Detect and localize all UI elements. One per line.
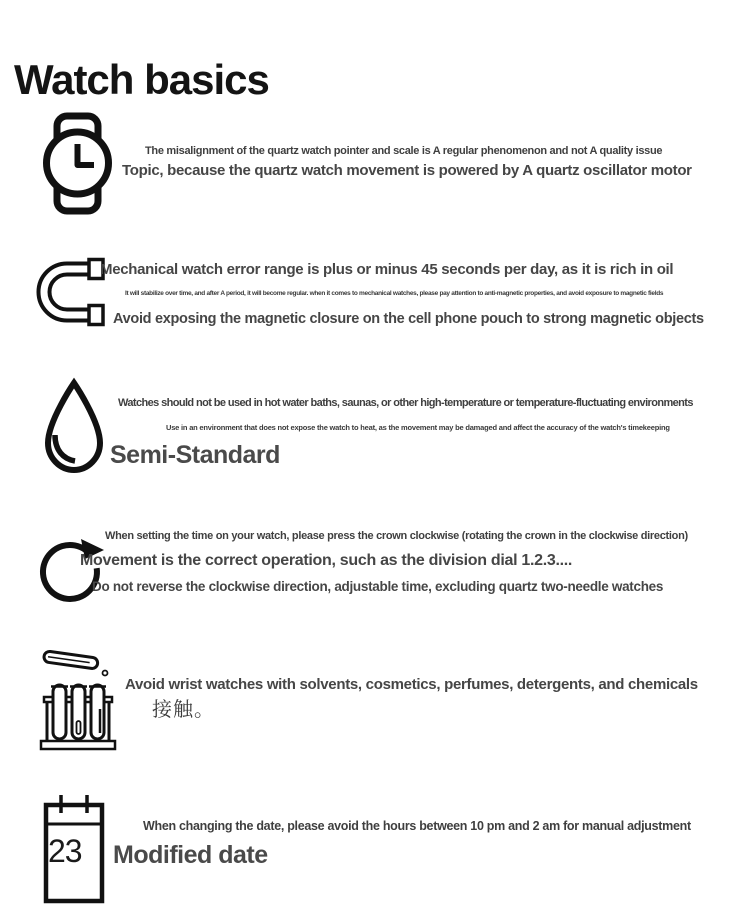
text-line: Movement is the correct operation, such as the division dial 1.2.3....: [80, 552, 573, 569]
text-line: Semi-Standard: [110, 441, 280, 469]
text-line: Watches should not be used in hot water baths, saunas, or other high-temperature or temperature-fluctuating environments: [118, 397, 693, 409]
text-line: It will stabilize over time, and after A period, it will become regular. when it comes to mechanical watches, please pay attention to anti-magnetic properties, and avoid exposure to magnetic fields: [125, 290, 664, 297]
text-line: Use in an environment that does not expose the watch to heat, as the movement may be damaged and affect the accuracy of the watch's timekeeping: [166, 423, 670, 432]
text-line: 接触。: [152, 699, 215, 721]
text-line: Modified date: [113, 841, 268, 869]
test-tubes-icon: [38, 645, 118, 753]
text-line: The misalignment of the quartz watch pointer and scale is A regular phenomenon and not A quality issue: [145, 145, 663, 157]
watch-icon: [35, 112, 120, 215]
text-line: Avoid exposing the magnetic closure on the cell phone pouch to strong magnetic objects: [113, 311, 704, 327]
text-line: Topic, because the quartz watch movement is powered by A quartz oscillator motor: [122, 162, 692, 179]
page-title: Watch basics: [14, 56, 269, 104]
text-line: Do not reverse the clockwise direction, adjustable time, excluding quartz two-needle watches: [92, 579, 664, 594]
text-line: Mechanical watch error range is plus or minus 45 seconds per day, as it is rich in oil: [100, 261, 674, 278]
water-drop-icon: [38, 377, 110, 479]
calendar-day-number: 23: [48, 833, 82, 869]
text-line: When changing the date, please avoid the hours between 10 pm and 2 am for manual adjustment: [143, 819, 691, 833]
text-line: Avoid wrist watches with solvents, cosmetics, perfumes, detergents, and chemicals: [125, 676, 698, 693]
text-line: When setting the time on your watch, please press the crown clockwise (rotating the crown in the clockwise direction): [105, 530, 688, 542]
